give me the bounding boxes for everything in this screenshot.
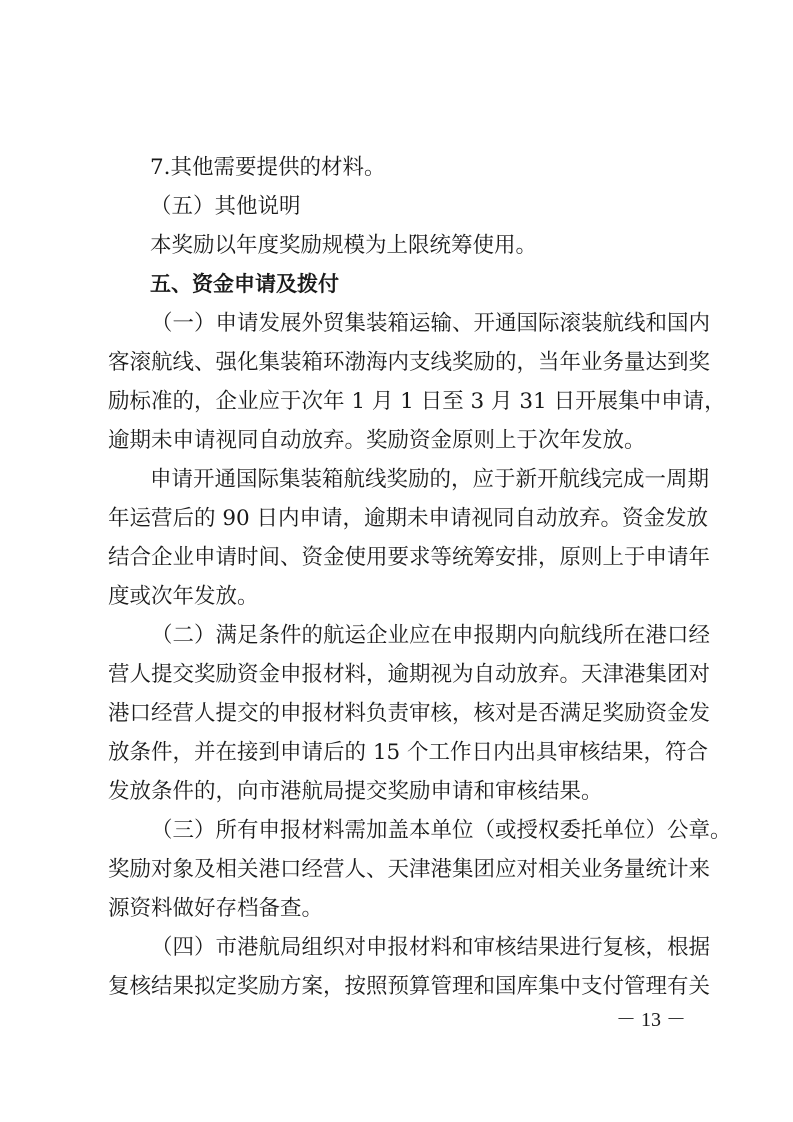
section-heading: 五、资金申请及拨付 — [150, 272, 339, 296]
paragraph-line: 源资料做好存档备查。 — [108, 896, 324, 921]
paragraph-line: 客滚航线、强化集装箱环渤海内支线奖励的，当年业务量达到奖 — [108, 350, 711, 375]
subsection-heading: （五）其他说明 — [150, 194, 301, 219]
paragraph-line: 励标准的，企业应于次年 1 月 1 日至 3 月 31 日开展集中申请， — [108, 389, 726, 414]
paragraph-line: 7.其他需要提供的材料。 — [150, 155, 386, 180]
paragraph-line: 结合企业申请时间、资金使用要求等统筹安排，原则上于申请年 — [108, 545, 711, 570]
page-number: － 13 － — [616, 1009, 686, 1031]
paragraph-line: 年运营后的 90 日内申请，逾期未申请视同自动放弃。资金发放 — [108, 506, 709, 531]
paragraph-line: 营人提交奖励资金申报材料，逾期视为自动放弃。天津港集团对 — [108, 662, 711, 687]
paragraph-line: 发放条件的，向市港航局提交奖励申请和审核结果。 — [108, 779, 603, 804]
paragraph-line: 本奖励以年度奖励规模为上限统筹使用。 — [150, 233, 538, 258]
paragraph-line: 奖励对象及相关港口经营人、天津港集团应对相关业务量统计来 — [108, 857, 711, 882]
paragraph-line: 逾期未申请视同自动放弃。奖励资金原则上于次年发放。 — [108, 428, 646, 453]
paragraph-line: （四）市港航局组织对申报材料和审核结果进行复核，根据 — [151, 935, 711, 960]
body-text — [108, 148, 732, 1006]
paragraph-line: （一）申请发展外贸集装箱运输、开通国际滚装航线和国内 — [151, 311, 711, 336]
paragraph-line: （二）满足条件的航运企业应在申报期内向航线所在港口经 — [151, 623, 711, 648]
paragraph-line: （三）所有申报材料需加盖本单位（或授权委托单位）公章。 — [151, 818, 732, 843]
paragraph-line: 放条件，并在接到申请后的 15 个工作日内出具审核结果，符合 — [108, 740, 709, 765]
paragraph-line: 度或次年发放。 — [108, 584, 259, 609]
paragraph-line: 申请开通国际集装箱航线奖励的，应于新开航线完成一周期 — [150, 467, 710, 492]
paragraph-line: 港口经营人提交的申报材料负责审核，核对是否满足奖励资金发 — [108, 701, 711, 726]
paragraph-line: 复核结果拟定奖励方案，按照预算管理和国库集中支付管理有关 — [108, 974, 711, 999]
